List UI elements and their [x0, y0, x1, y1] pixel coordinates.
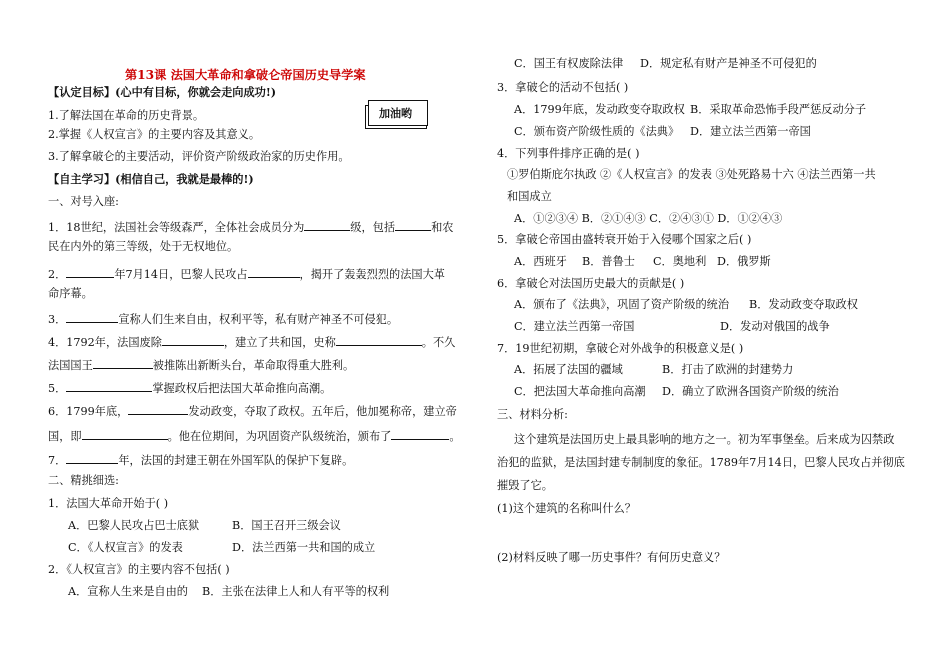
mc-option[interactable]: B．采取革命恐怖手段严惩反动分子 — [690, 103, 867, 116]
mc-option[interactable]: A．1799年底，发动政变夺取政权 — [514, 103, 685, 116]
answer-blank[interactable] — [395, 219, 431, 231]
goal-item: 2.掌握《人权宣言》的主要内容及其意义。 — [48, 128, 261, 141]
mc-option[interactable]: D．发动对俄国的战争 — [720, 320, 830, 333]
mc-option[interactable]: B．打击了欧洲的封建势力 — [662, 363, 794, 376]
answer-blank[interactable] — [336, 334, 422, 346]
fill-question: 7． 年，法国的封建王朝在外国军队的保护下复辟。 — [48, 454, 354, 467]
fill-question: 6．1799年底， 发动政变，夺取了政权。五年后，他加冕称帝，建立帝 — [48, 405, 457, 418]
answer-blank[interactable] — [66, 452, 118, 464]
fill-question-cont: 法国国王 被推陈出新断头台，革命取得重大胜利。 — [48, 359, 355, 372]
mc-options-row[interactable]: A．①②③④ B．②①④③ C．②④③① D．①②④③ — [514, 212, 783, 225]
part1-heading: 一、对号入座: — [48, 195, 119, 208]
goal-item: 1.了解法国在革命的历史背景。 — [48, 109, 205, 122]
analysis-question: (1)这个建筑的名称叫什么？ — [497, 502, 636, 515]
goal-item: 3.了解拿破仑的主要活动，评价资产阶级政治家的历史作用。 — [48, 150, 350, 163]
mc-option[interactable]: C．《人权宣言》的发表 — [68, 541, 183, 554]
stamp-text: 加油哟 — [379, 107, 412, 120]
answer-blank[interactable] — [82, 428, 168, 440]
mc-option[interactable]: A．巴黎人民攻占巴士底狱 — [68, 519, 200, 532]
mc-option[interactable]: B．国王召开三级会议 — [232, 519, 341, 532]
part2-heading: 二、精挑细选: — [48, 474, 119, 487]
material-text: 这个建筑是法国历史上最具影响的地方之一。初为军事堡垒。后来成为囚禁政 — [514, 433, 895, 446]
mc-items: ①罗伯斯庇尔执政 ②《人权宣言》的发表 ③处死路易十六 ④法兰西第一共 — [507, 168, 876, 181]
mc-option[interactable]: C．国王有权废除法律 — [514, 57, 624, 70]
mc-option[interactable]: D．规定私有财产是神圣不可侵犯的 — [640, 57, 817, 70]
fill-question: 5． 掌握政权后把法国大革命推向高潮。 — [48, 382, 332, 395]
analysis-question: (2)材料反映了哪一历史事件？有何历史意义？ — [497, 551, 726, 564]
self-study-heading: 【自主学习】(相信自己，我就是最棒的!) — [48, 172, 254, 186]
mc-option[interactable]: D．建立法兰西第一帝国 — [690, 125, 811, 138]
mc-stem: 3．拿破仑的活动不包括( ) — [497, 81, 629, 94]
mc-option[interactable]: C．奥地利 — [653, 255, 707, 268]
mc-option[interactable]: A．颁布了《法典》，巩固了资产阶级的统治 — [514, 298, 730, 311]
mc-option[interactable]: B．主张在法律上人和人有平等的权利 — [202, 585, 390, 598]
mc-stem: 7．19世纪初期，拿破仑对外战争的积极意义是( ) — [497, 342, 744, 355]
answer-blank[interactable] — [248, 266, 300, 278]
fill-question-cont: 民在内外的第三等级，处于无权地位。 — [48, 240, 239, 253]
answer-blank[interactable] — [66, 380, 152, 392]
answer-blank[interactable] — [128, 403, 188, 415]
mc-option[interactable]: A．拓展了法国的疆域 — [514, 363, 623, 376]
fill-question: 4．1792年，法国废除 ，建立了共和国，史称 。不久 — [48, 336, 456, 349]
part3-heading: 三、材料分析: — [497, 408, 568, 421]
fill-question: 2． 年7月14日，巴黎人民攻占 ，揭开了轰轰烈烈的法国大革 — [48, 268, 445, 281]
fill-question: 3． 宣称人们生来自由，权利平等，私有财产神圣不可侵犯。 — [48, 313, 399, 326]
answer-blank[interactable] — [66, 311, 118, 323]
mc-option[interactable]: D．法兰西第一共和国的成立 — [232, 541, 376, 554]
mc-option[interactable]: B．普鲁士 — [582, 255, 635, 268]
mc-stem: 5．拿破仑帝国由盛转衰开始于入侵哪个国家之后( ) — [497, 233, 752, 246]
mc-stem: 6．拿破仑对法国历史最大的贡献是( ) — [497, 277, 685, 290]
goals-heading: 【认定目标】(心中有目标，你就会走向成功!) — [48, 85, 277, 99]
mc-option[interactable]: D．俄罗斯 — [717, 255, 771, 268]
material-text: 治犯的监狱，是法国封建专制制度的象征。1789年7月14日，巴黎人民攻占并彻底 — [497, 456, 905, 469]
answer-blank[interactable] — [391, 428, 449, 440]
answer-blank[interactable] — [66, 266, 114, 278]
mc-option[interactable]: B．发动政变夺取政权 — [749, 298, 858, 311]
fill-question-cont: 国，即 。他在位期间，为巩固资产队级统治，颁布了 。 — [48, 430, 461, 443]
fill-question-cont: 命序幕。 — [48, 287, 93, 300]
answer-blank[interactable] — [304, 219, 350, 231]
mc-items-cont: 和国成立 — [507, 190, 552, 203]
mc-option[interactable]: A．西班牙 — [514, 255, 567, 268]
mc-option[interactable]: D．确立了欧洲各国资产阶级的统治 — [662, 385, 839, 398]
mc-option[interactable]: C．建立法兰西第一帝国 — [514, 320, 635, 333]
mc-stem: 1．法国大革命开始于( ) — [48, 497, 169, 510]
encouragement-stamp — [368, 100, 428, 126]
answer-blank[interactable] — [93, 357, 153, 369]
fill-question: 1．18世纪，法国社会等级森严，全体社会成员分为 级，包括 和农 — [48, 221, 454, 234]
mc-option[interactable]: C．把法国大革命推向高潮 — [514, 385, 646, 398]
mc-stem: 4．下列事件排序正确的是( ) — [497, 147, 640, 160]
mc-option[interactable]: A．宣称人生来是自由的 — [68, 585, 188, 598]
mc-option[interactable]: C．颁布资产阶级性质的《法典》 — [514, 125, 680, 138]
worksheet-title: 第13课 法国大革命和拿破仑帝国历史导学案 — [125, 68, 366, 82]
mc-stem: 2．《人权宣言》的主要内容不包括( ) — [48, 563, 230, 576]
material-text: 摧毁了它。 — [497, 479, 553, 492]
answer-blank[interactable] — [162, 334, 224, 346]
